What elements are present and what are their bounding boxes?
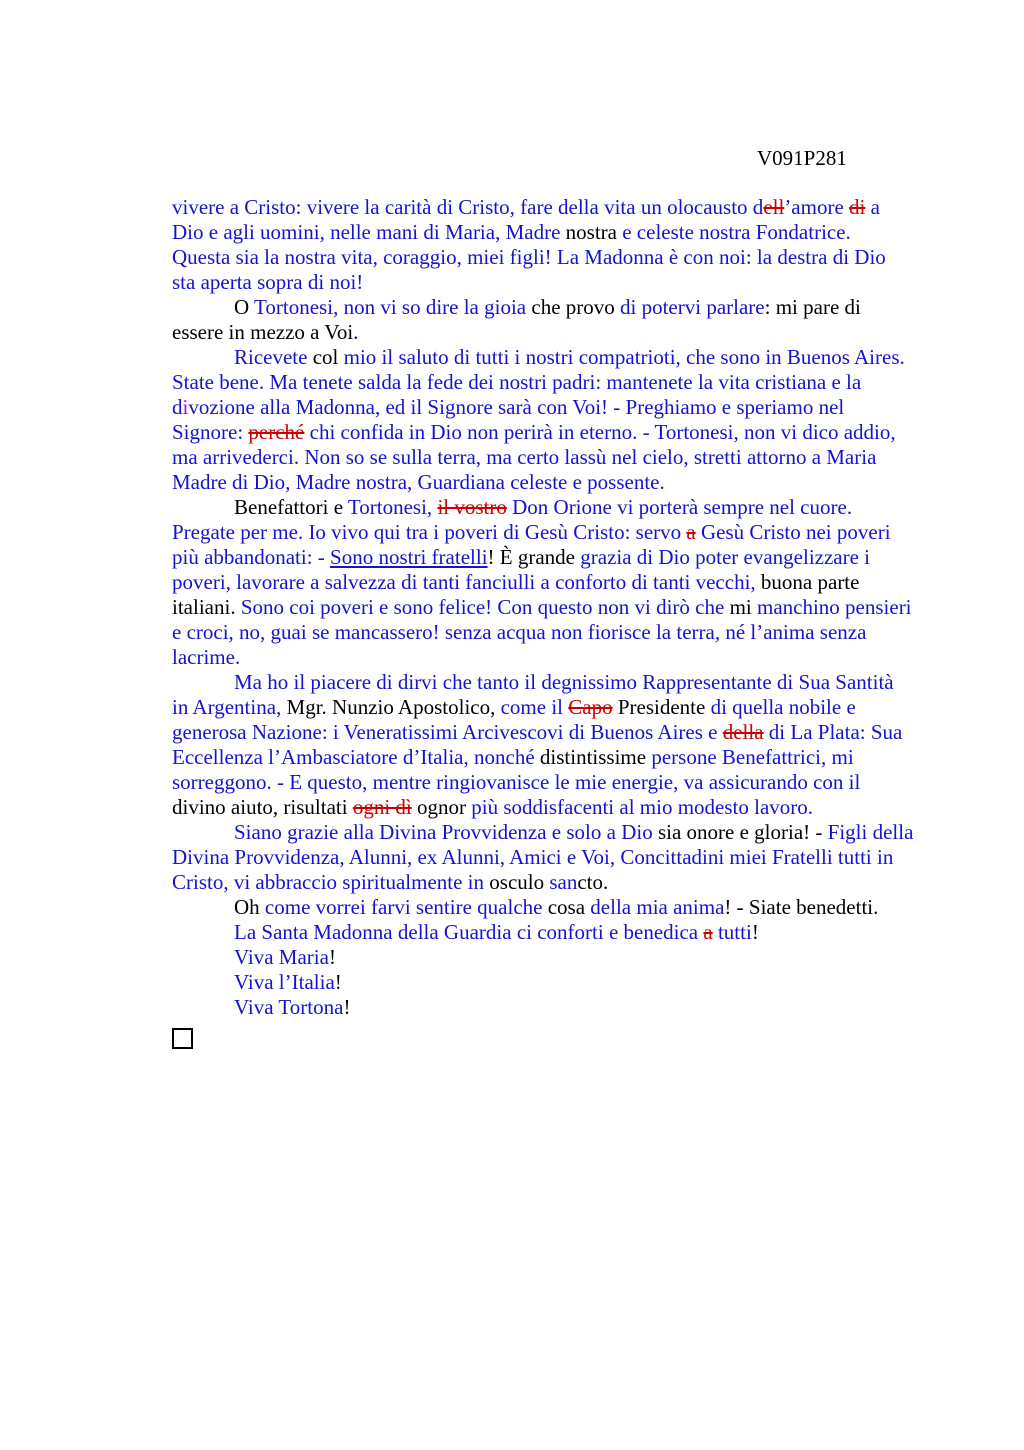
text-run: Presidente (612, 695, 711, 719)
paragraph (172, 495, 914, 670)
text-run: nostra (565, 220, 623, 244)
text-run: ! (343, 995, 351, 1019)
document-content (172, 146, 914, 1050)
text-run: della mia anima (590, 895, 725, 919)
text-run: cto. (577, 870, 609, 894)
text-run: col (312, 345, 344, 369)
paragraph (172, 345, 914, 495)
paragraph (172, 670, 914, 820)
text-run: persone Benefattrici, mi sorreggono. - E questo, mentre ringiovanisce le mie energie, va assicurando con il (172, 745, 861, 794)
deleted-text-run: a (703, 920, 713, 944)
text-run: buona parte italiani. (172, 570, 860, 619)
text-run: mio il saluto di tutti i nostri compatrioti, che sono in Buenos Aires. State bene. Ma tenete salda la fede dei nostri padri: mantenete la vita cristiana e la d (172, 345, 905, 419)
text-run: osculo (489, 870, 550, 894)
text-run: Gesù Cristo nei poveri più abbandonati: - (172, 520, 891, 569)
paragraph (172, 945, 914, 970)
text-run: Mgr. Nunzio Apostolico, (281, 695, 501, 719)
text-run: Tortonesi, non vi so dire la gioia (254, 295, 532, 319)
text-run: chi confida in Dio non perirà in eterno. - Tortonesi, non vi dico addio, ma arrivederci. Non so se sulla terra, ma certo lassù nel cielo, stretti attorno a Maria Madre di Dio, Madre nostra, Guardiana celeste e possente. (172, 420, 896, 494)
text-run: ! È grande (487, 545, 581, 569)
text-run: come vorrei farvi sentire qualche (264, 895, 548, 919)
text-run: ’amore (784, 195, 850, 219)
text-run: tutti (712, 920, 752, 944)
text-run: ognor (411, 795, 472, 819)
text-run: distintissime (539, 745, 652, 769)
text-run: Sono coi poveri e sono felice! Con questo non vi dirò che (240, 595, 730, 619)
text-run: manchino pensieri e croci, no, guai se mancassero! senza acqua non fiorisce la terra, né l’anima senza lacrime. (172, 595, 912, 669)
text-run: di potervi parlare (620, 295, 765, 319)
text-run: Ricevete (234, 345, 313, 369)
deleted-text-run: di (849, 195, 866, 219)
text-run: Don Orione vi porterà sempre nel cuore. Pregate per me. Io vivo qui tra i poveri di Gesù Cristo: servo (172, 495, 853, 544)
empty-checkbox-icon (172, 1028, 193, 1049)
text-run: di La Plata: Sua Eccellenza l’Ambasciatore d’Italia, nonché (172, 720, 903, 769)
text-run: Viva Maria (234, 945, 329, 969)
text-run: vivere a Cristo: vivere la carità di Cristo, fare della vita un olocausto d (172, 195, 764, 219)
text-run: che provo (531, 295, 621, 319)
deleted-text-run: perché (248, 420, 305, 444)
text-run: Figli della Divina Provvidenza, Alunni, ex Alunni, Amici e Voi, Concittadini miei Fratelli tutti in Cristo, vi abbraccio spiritualmente in (172, 820, 914, 894)
text-run: sia onore e gloria! - (657, 820, 828, 844)
text-run: Ma ho il piacere di dirvi che tanto il degnissimo Rappresentante di Sua Santità in Argentina, (172, 670, 894, 719)
text-run: di quella nobile e generosa Nazione: i Veneratissimi Arcivescovi di Buenos Aires e (172, 695, 856, 744)
text-run: i (182, 395, 189, 419)
text-run: ! (334, 970, 342, 994)
paragraph (172, 195, 914, 295)
text-run: come il (500, 695, 569, 719)
deleted-text-run: ogni dì (352, 795, 412, 819)
text-run: divino aiuto, risultati (172, 795, 353, 819)
document-body (172, 195, 914, 1020)
text-run: Viva l’Italia (234, 970, 335, 994)
text-run: ! (751, 920, 759, 944)
text-run: Viva Tortona (234, 995, 344, 1019)
text-run: La Santa Madonna della Guardia ci conforti e benedica (234, 920, 704, 944)
text-run: grazia di Dio poter evangelizzare i poveri, lavorare a salvezza di tanti fanciulli a conforto di tanti vecchi, (172, 545, 871, 594)
text-run: ! - Siate benedetti. (724, 895, 879, 919)
text-run: e celeste nostra Fondatrice. Questa sia la nostra vita, coraggio, miei figli! La Madonna è con noi: la destra di Dio sta aperta sopra di noi! (172, 220, 886, 294)
paragraph (172, 995, 914, 1020)
text-run: mi (729, 595, 757, 619)
text-run: più soddisfacenti al mio modesto lavoro. (471, 795, 814, 819)
deleted-text-run: il vostro (437, 495, 507, 519)
page-header-code: V091P281 (757, 146, 847, 170)
text-run: vozione alla Madonna, ed il Signore sarà con Voi! - Preghiamo e speriamo nel Signore: (172, 395, 845, 444)
text-run: cosa (547, 895, 591, 919)
text-run: ! (328, 945, 336, 969)
paragraph (172, 295, 914, 345)
paragraph (172, 920, 914, 945)
paragraph (172, 970, 914, 995)
deleted-text-run: ell (763, 195, 785, 219)
underlined-text-run: Sono nostri fratelli (330, 545, 488, 569)
deleted-text-run: della (722, 720, 764, 744)
text-run: Siano grazie alla Divina Provvidenza e solo a Dio (234, 820, 658, 844)
text-run: Oh (234, 895, 265, 919)
deleted-text-run: a (686, 520, 696, 544)
text-run: : mi pare di essere in mezzo a Voi. (172, 295, 861, 344)
paragraph (172, 820, 914, 895)
text-run: san (549, 870, 578, 894)
paragraph (172, 895, 914, 920)
text-run: Benefattori e (234, 495, 348, 519)
text-run: O (234, 295, 255, 319)
checkbox-line (172, 1025, 914, 1050)
text-run: a Dio e agli uomini, nelle mani di Maria, Madre (172, 195, 880, 244)
deleted-text-run: Capo (568, 695, 613, 719)
text-run: Tortonesi, (347, 495, 438, 519)
